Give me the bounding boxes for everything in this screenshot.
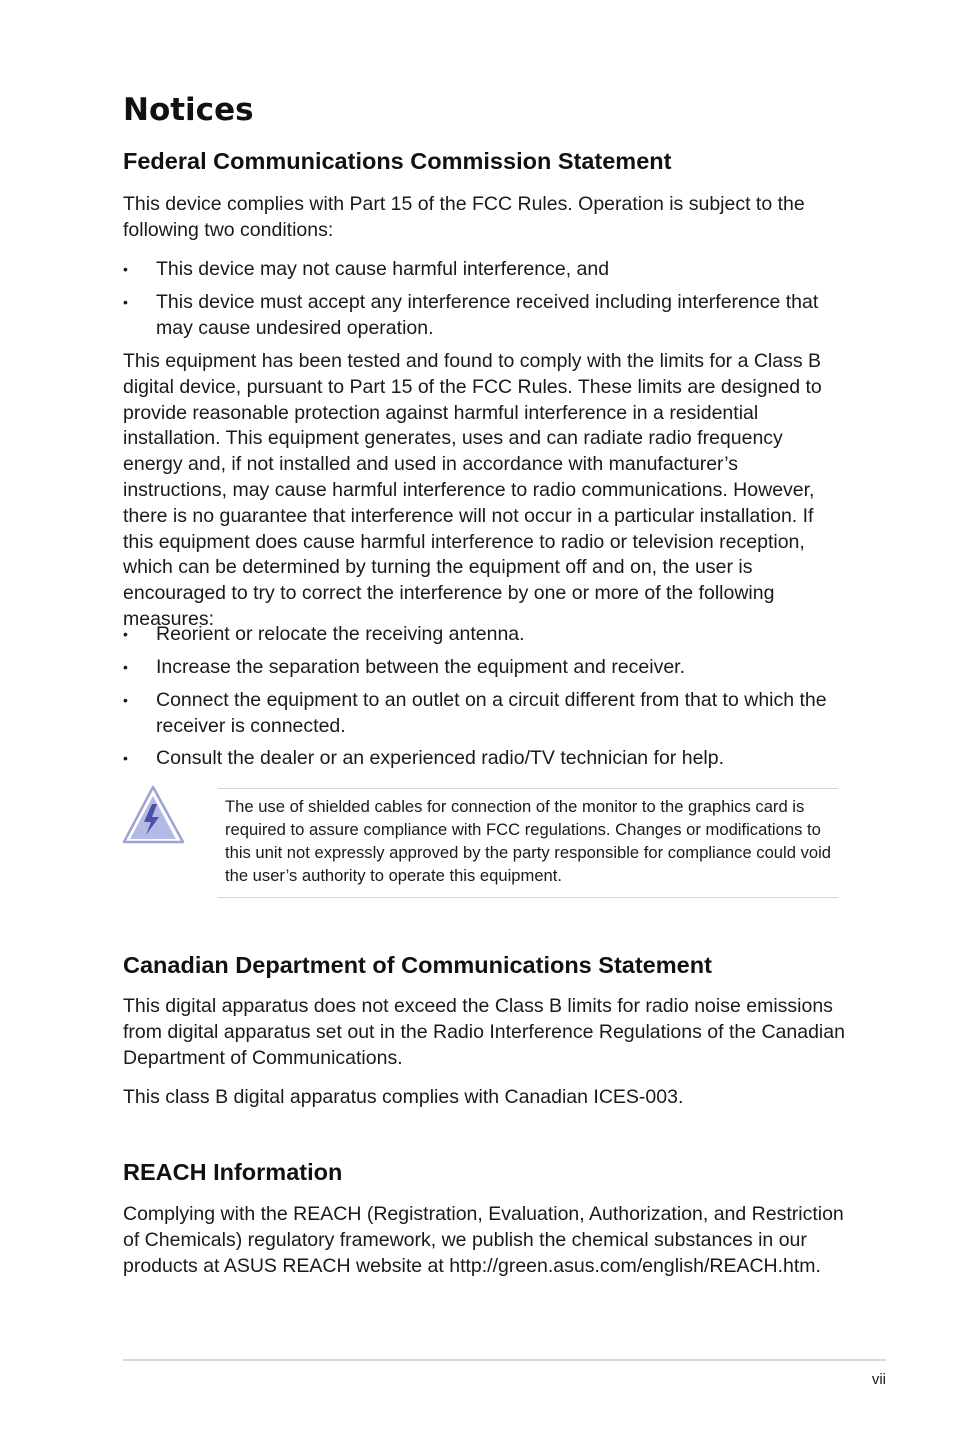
bullet-marker: • [123,261,128,277]
bullet-marker: • [123,692,128,708]
measure-text: Increase the separation between the equipment and receiver. [156,656,686,678]
bullet-marker: • [123,626,128,642]
bullet-marker: • [123,750,128,766]
fcc-intro: This device complies with Part 15 of the FCC Rules. Operation is subject to the following two conditions: [123,193,805,241]
canada-para-1: This digital apparatus does not exceed the Class B limits for radio noise emissions from digital apparatus set out in the Radio Interference Regulations of the Canadian Department of Communications. [123,995,845,1069]
canada-para-2: This class B digital apparatus complies with Canadian ICES-003. [123,1086,684,1108]
reach-heading: REACH Information [123,1159,343,1185]
canada-heading: Canadian Department of Communications Statement [123,952,712,978]
note-text: The use of shielded cables for connection of the monitor to the graphics card is required to assure compliance with FCC regulations. Changes or modifications to this unit not expressly approved by the party responsible for compliance could void the user’s authority to operate this equipment. [225,797,832,885]
measure-text: Consult the dealer or an experienced radio/TV technician for help. [156,747,725,769]
measure-text: Connect the equipment to an outlet on a circuit different from that to which the receiver is connected. [156,689,827,737]
footer-rule [123,1359,886,1361]
reach-text: Complying with the REACH (Registration, Evaluation, Authorization, and Restriction of Chemicals) regulatory framework, we publish the chemical substances in our products at ASUS REACH website at http://green.asus.com/english/REACH.htm. [123,1203,844,1277]
condition-text: This device may not cause harmful interference, and [156,258,610,280]
bullet-marker: • [123,659,128,675]
condition-text: This device must accept any interference received including interference that may cause undesired operation. [156,291,819,339]
page-title: Notices [123,92,254,128]
note-box [218,788,838,898]
bullet-marker: • [123,294,128,310]
fcc-body: This equipment has been tested and found to comply with the limits for a Class B digital device, pursuant to Part 15 of the FCC Rules. These limits are designed to provide reasonable protection against harmful interference in a residential installation. This equipment generates, uses and can radiate radio frequency energy and, if not installed and used in accordance with manufacturer’s instructions, may cause harmful interference to radio communications. However, there is no guarantee that interference will not occur in a particular installation. If this equipment does cause harmful interference to radio or television reception, which can be determined by turning the equipment off and on, the user is encouraged to try to correct the interference by one or more of the following measures: [123,350,822,630]
fcc-heading: Federal Communications Commission Statement [123,148,672,174]
page-number: vii [871,1371,886,1388]
measure-text: Reorient or relocate the receiving antenna. [156,623,525,645]
warning-icon [122,784,186,846]
